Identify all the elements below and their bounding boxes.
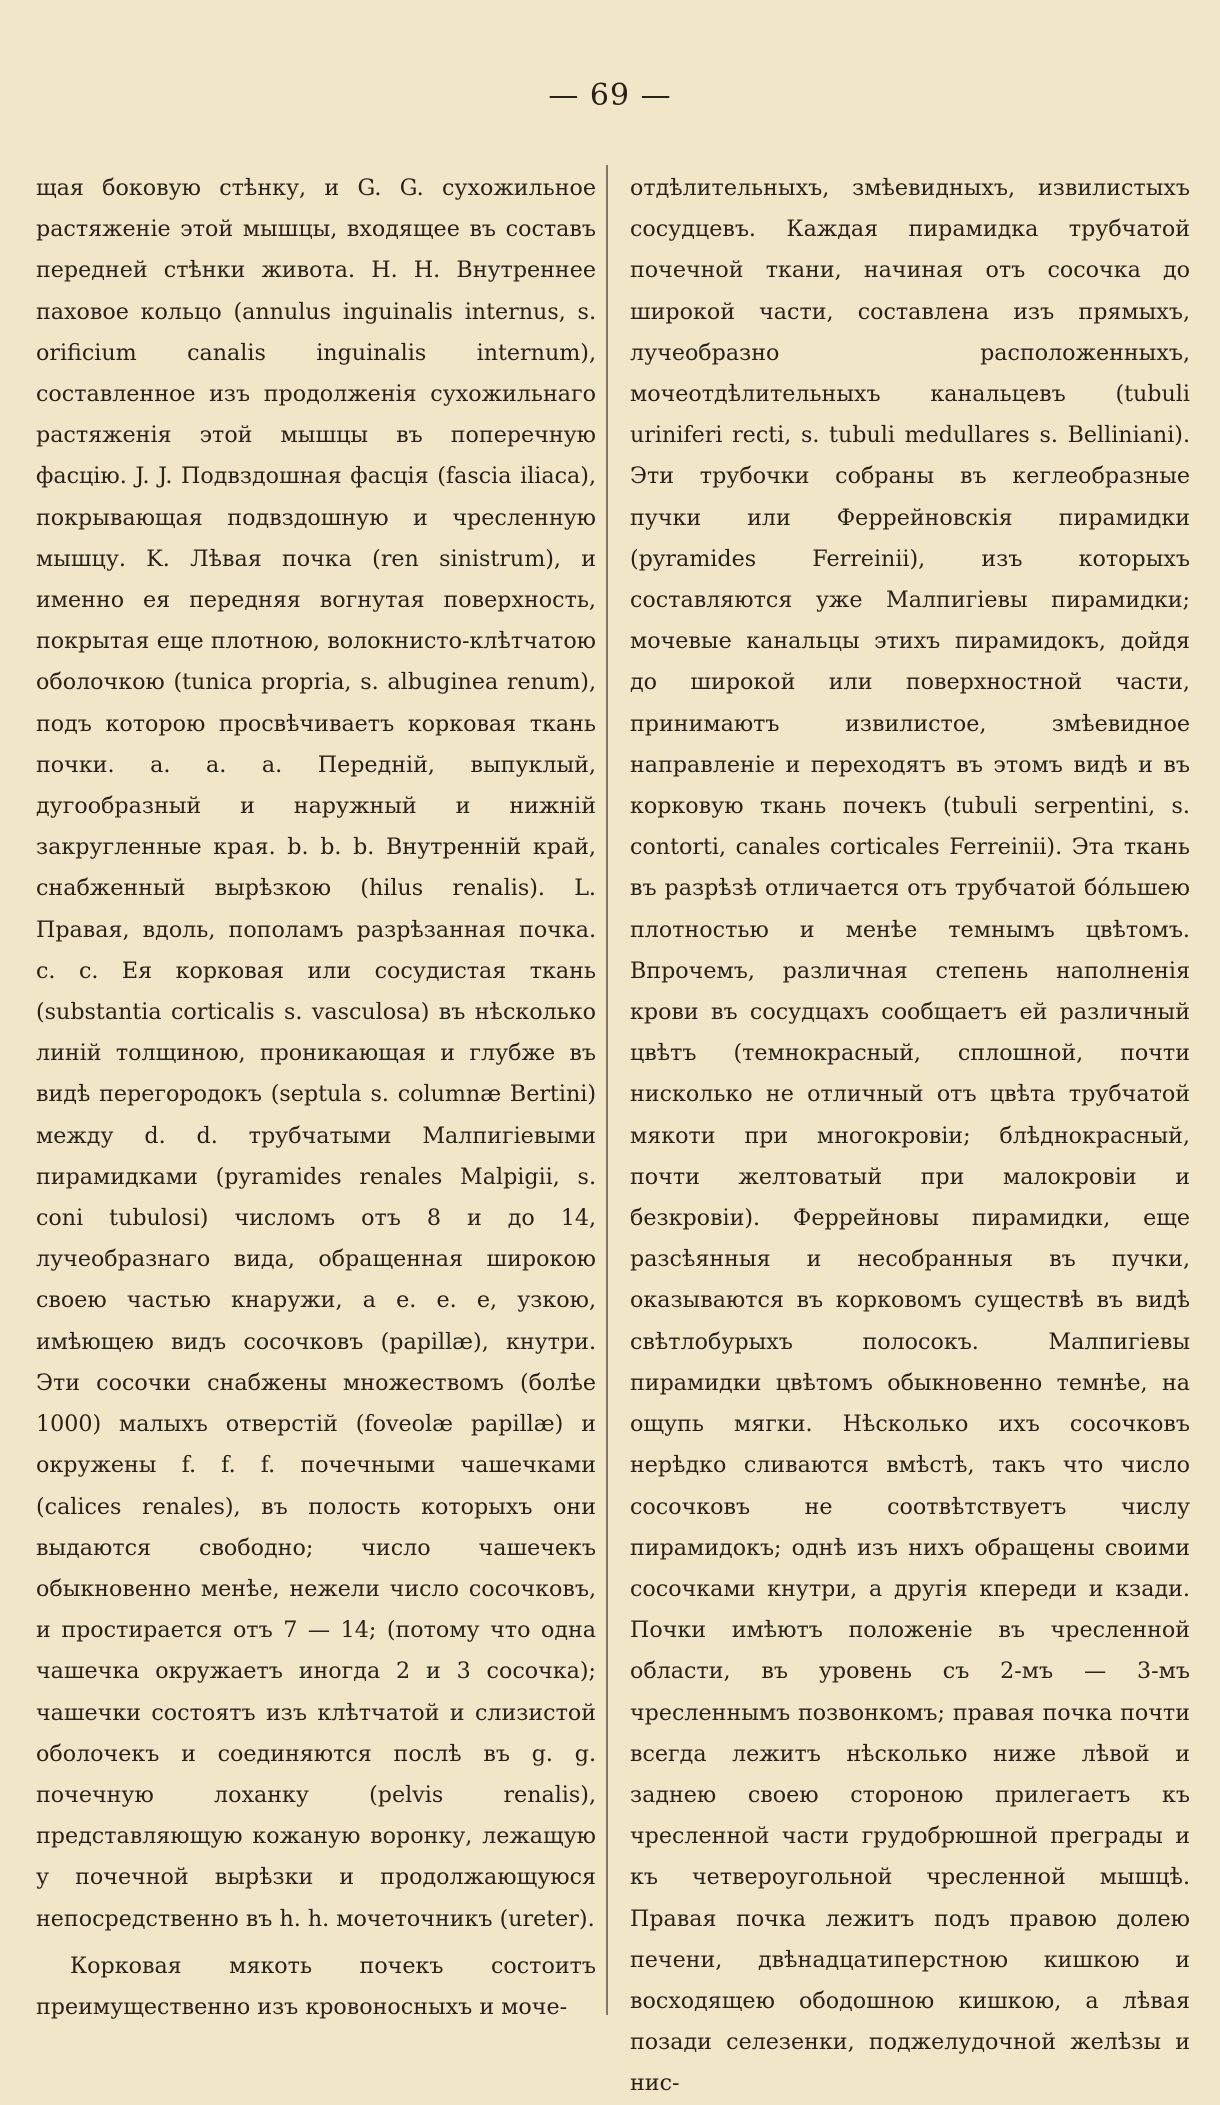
right-column bbox=[630, 168, 1190, 2105]
left-paragraph-1: щая боковую стѣнку, и G. G. сухожильное растяженіе этой мышцы, входящее въ составъ передней стѣнки живота. H. H. Внутреннее паховое кольцо (annulus inguinalis internus, s. orificium canalis inguinalis internum), составленное изъ продолженія сухожильнаго растяженія этой мышцы въ поперечную фасцію. J. J. Подвздошная фасція (fascia iliaca), покрывающая подвздошную и чресленную мышцу. K. Лѣвая почка (ren sinistrum), и именно ея передняя вогнутая поверхность, покрытая еще плотною, волокнисто-клѣтчатою оболочкою (tunica propria, s. albuginea renum), подъ которою просвѣчиваетъ корковая ткань почки. a. a. a. Передній, выпуклый, дугообразный и наружный и нижній закругленные края. b. b. b. Внутренній край, снабженный вырѣзкою (hilus renalis). L. Правая, вдоль, пополамъ разрѣзанная почка. c. c. Ея корковая или сосудистая ткань (substantia corticalis s. vasculosa) въ нѣсколько линій толщиною, проникающая и глубже въ видѣ перегородокъ (septula s. columnæ Bertini) между d. d. трубчатыми Малпигіевыми пирамидками (pyramides renales Malpigii, s. coni tubulosi) числомъ отъ 8 и до 14, лучеобразнаго вида, обращенная широкою своею частью кнаружи, а e. e. e, узкою, имѣющею видъ сосочковъ (papillæ), кнутри. Эти сосочки снабжены множествомъ (болѣе 1000) малыхъ отверстій (foveolæ papillæ) и окружены f. f. f. почечными чашечками (calices renales), въ полость которыхъ они выдаются свободно; число чашечекъ обыкновенно менѣе, нежели число сосочковъ, и простирается отъ 7 — 14; (потому что одна чашечка окружаетъ иногда 2 и 3 сосочка); чашечки состоятъ изъ клѣтчатой и слизистой оболочекъ и соединяются послѣ въ g. g. почечную лоханку (pelvis renalis), представляющую кожаную воронку, лежащую у почечной вырѣзки и продолжающуюся непосредственно въ h. h. мочеточникъ (ureter). bbox=[36, 175, 596, 1932]
left-column bbox=[36, 168, 596, 2028]
column-divider bbox=[606, 165, 608, 2015]
page-number: — 69 — bbox=[548, 78, 672, 113]
right-paragraph-1: отдѣлительныхъ, змѣевидныхъ, извилистыхъ сосудцевъ. Каждая пирамидка трубчатой почечной ткани, начиная отъ сосочка до широкой части, составлена изъ прямыхъ, лучеобразно расположенныхъ, мочеотдѣлительныхъ канальцевъ (tubuli uriniferi recti, s. tubuli medullares s. Belliniani). Эти трубочки собраны въ кеглеобразные пучки или Феррейновскія пирамидки (pyramides Ferreinii), изъ которыхъ составляются уже Малпигіевы пирамидки; мочевые канальцы этихъ пирамидокъ, дойдя до широкой или поверхностной части, принимаютъ извилистое, змѣевидное направленіе и переходятъ въ этомъ видѣ и въ корковую ткань почекъ (tubuli serpentini, s. contorti, canales corticales Ferreinii). Эта ткань въ разрѣзѣ отличается отъ трубчатой бóльшею плотностью и менѣе темнымъ цвѣтомъ. Впрочемъ, различная степень наполненія крови въ сосудцахъ сообщаетъ ей различный цвѣтъ (темнокрасный, сплошной, почти нисколько не отличный отъ цвѣта трубчатой мякоти при многокровіи; блѣднокрасный, почти желтоватый при малокровіи и безкровіи). Феррейновы пирамидки, еще разсѣянныя и несобранныя въ пучки, оказываются въ корковомъ существѣ въ видѣ свѣтлобурыхъ полосокъ. Малпигіевы пирамидки цвѣтомъ обыкновенно темнѣе, на ощупь мягки. Нѣсколько ихъ сосочковъ нерѣдко сливаются вмѣстѣ, такъ что число сосочковъ не соотвѣтствуетъ числу пирамидокъ; однѣ изъ нихъ обращены своими сосочками кнутри, а другія кпереди и кзади. Почки имѣютъ положеніе въ чресленной области, въ уровень съ 2-мъ — 3-мъ чресленнымъ позвонкомъ; правая почка почти всегда лежитъ нѣсколько ниже лѣвой и заднею своею стороною прилегаетъ къ чресленной части грудобрюшной преграды и къ четвероугольной чресленной мышцѣ. Правая почка лежитъ подъ правою долею печени, двѣнадцатиперстною кишкою и восходящею ободошною кишкою, а лѣвая позади селезенки, поджелудочной желѣзы и нис- bbox=[630, 175, 1190, 2097]
left-paragraph-2: Корковая мякоть почекъ состоитъ преимущественно изъ кровоносныхъ и моче- bbox=[36, 1952, 596, 2020]
